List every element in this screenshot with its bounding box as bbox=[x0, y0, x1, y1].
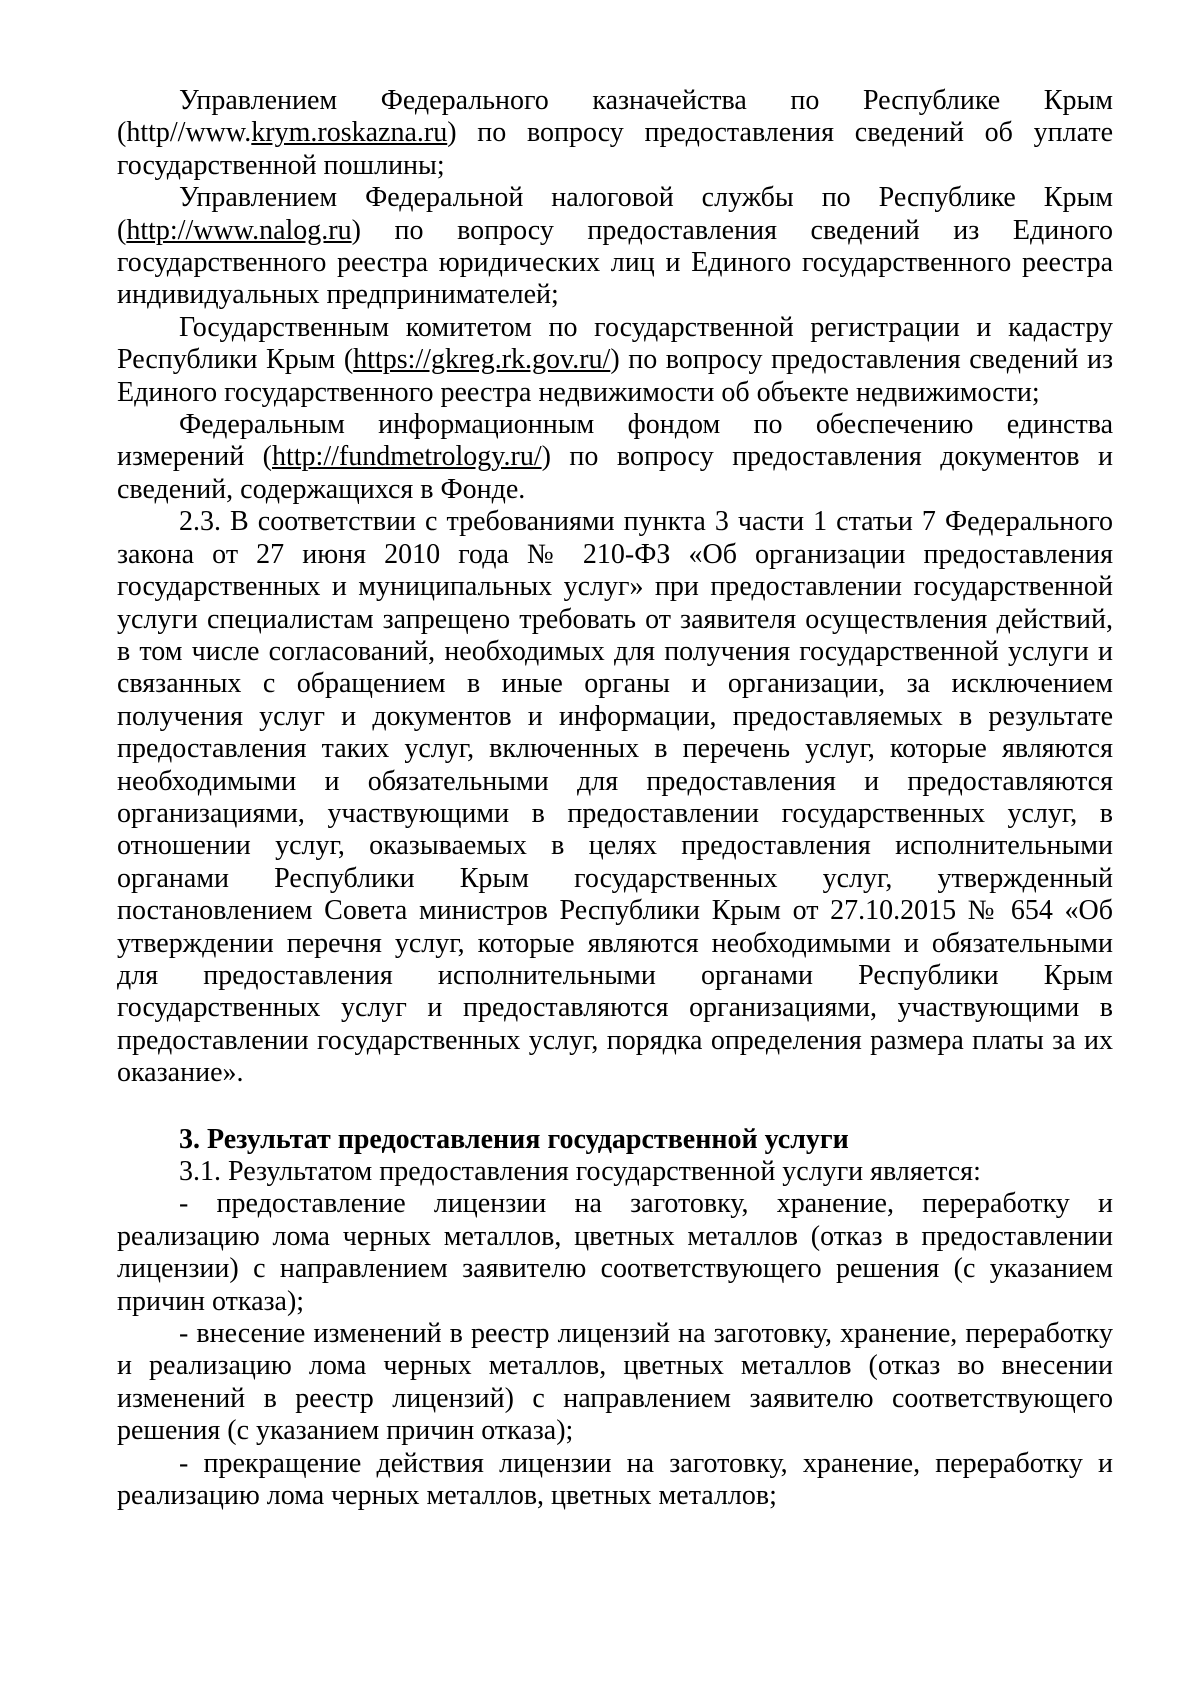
paragraph-2-3: 2.3. В соответствии с требованиями пункта 3 части 1 статьи 7 Федерального закона от 27 июня 2010 года № 210-ФЗ «Об организации предоставления государственных и муниципальных услуг» при предоставлении государственной услуги специалистам запрещено требовать от заявителя осуществления действий, в том числе согласований, необходимых для получения государственной услуги и связанных с обращением в иные органы и организации, за исключением получения услуг и документов и информации, предоставляемых в результате предоставления таких услуг, включенных в перечень услуг, которые являются необходимыми и обязательными для предоставления и предоставляются организациями, участвующими в предоставлении государственных услуг, в отношении услуг, оказываемых в целях предоставления исполнительными органами Республики Крым государственных услуг, утвержденный постановлением Совета министров Республики Крым от 27.10.2015 № 654 «Об утверждении перечня услуг, которые являются необходимыми и обязательными для предоставления исполнительными органами Республики Крым государственных услуг и предоставляются организациями, участвующими в предоставлении государственных услуг, порядка определения размера платы за их оказание». bbox=[117, 506, 1113, 1089]
link-gkreg[interactable]: https://gkreg.rk.gov.ru/ bbox=[353, 344, 611, 376]
document-body bbox=[117, 85, 1113, 1512]
paragraph-3-1: 3.1. Результатом предоставления государственной услуги является: bbox=[179, 1156, 981, 1187]
link-fundmetrology[interactable]: http://fundmetrology.ru/ bbox=[272, 441, 542, 473]
paragraph-metrology-fund-text-after: ) по вопросу предоставления документов и сведений, содержащихся в Фонде. bbox=[117, 441, 1113, 505]
link-nalog[interactable]: http://www.nalog.ru bbox=[126, 214, 352, 246]
paragraph-treasury-text-before: Управлением Федерального казначейства по Республике Крым (http//www. bbox=[117, 85, 1113, 149]
paragraph-tax-service-text-before: Управлением Федеральной налоговой службы по Республике Крым ( bbox=[117, 182, 1113, 246]
paragraph-tax-service bbox=[117, 182, 1113, 312]
paragraph-metrology-fund bbox=[117, 409, 1113, 506]
section-heading-3: 3. Результат предоставления государственной услуги bbox=[179, 1123, 849, 1155]
paragraph-registration-committee bbox=[117, 312, 1113, 409]
list-item-license-issue: - предоставление лицензии на заготовку, хранение, переработку и реализацию лома черных металлов, цветных металлов (отказ в предоставлении лицензии) с направлением заявителю соответствующего решения (с указанием причин отказа); bbox=[117, 1188, 1113, 1317]
list-item-license-termination: - прекращение действия лицензии на заготовку, хранение, переработку и реализацию лома черных металлов, цветных металлов; bbox=[117, 1447, 1113, 1512]
section-spacer bbox=[117, 1090, 1113, 1124]
list-item-registry-changes: - внесение изменений в реестр лицензий на заготовку, хранение, переработку и реализацию лома черных металлов, цветных металлов (отказ во внесении изменений в реестр лицензий) с направлением заявителю соответствующего решения (с указанием причин отказа); bbox=[117, 1318, 1113, 1447]
paragraph-registration-committee-text-before: Государственным комитетом по государственной регистрации и кадастру Республики Крым ( bbox=[117, 311, 1113, 376]
paragraph-metrology-fund-text-before: Федеральным информационным фондом по обеспечению единства измерений ( bbox=[117, 409, 1113, 473]
paragraph-registration-committee-text-after: ) по вопросу предоставления сведений из Единого государственного реестра недвижимости об объекте недвижимости; bbox=[117, 344, 1114, 408]
paragraph-treasury-text-after: ) по вопросу предоставления сведений об уплате государственной пошлины; bbox=[117, 117, 1113, 181]
paragraph-treasury bbox=[117, 85, 1113, 182]
paragraph-tax-service-text-after: ) по вопросу предоставления сведений из Единого государственного реестра юридических лиц и Единого государственного реестра индивидуальных предпринимателей; bbox=[117, 214, 1113, 311]
link-krym-roskazna[interactable]: krym.roskazna.ru bbox=[251, 117, 448, 149]
